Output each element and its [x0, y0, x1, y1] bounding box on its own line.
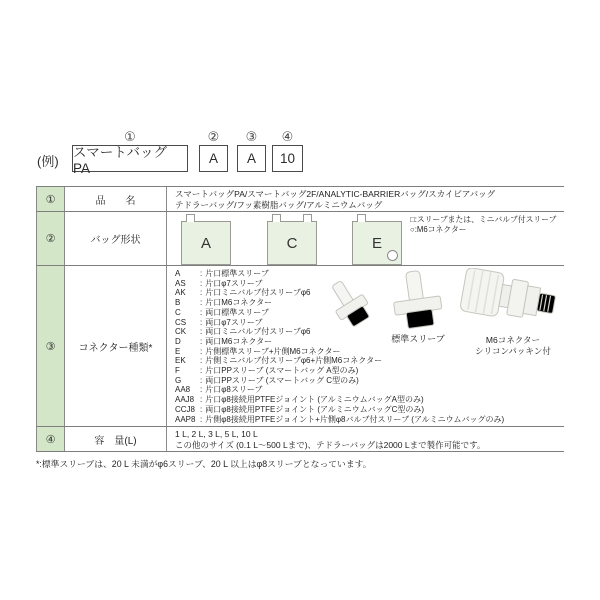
- list-item: B : 片口M6コネクター: [175, 298, 273, 308]
- list-item: AA8 : 片口φ8スリーブ: [175, 385, 263, 395]
- list-item: D : 両口M6コネクター: [175, 336, 273, 346]
- product-name-line1: スマートバッグPA/スマートバッグ2F/ANALYTIC-BARRIERバッグ/スカイビアバッグ: [175, 189, 496, 199]
- table-row-capacity: [36, 427, 564, 452]
- bag-a-letter: A: [200, 234, 211, 252]
- capacity-line1: 1 L, 2 L, 3 L, 5 L, 10 L: [175, 429, 258, 439]
- bag-shape-a-icon: [181, 221, 231, 265]
- m6-connector-photo: [459, 268, 561, 334]
- row3-number-cell: ③: [36, 266, 65, 426]
- list-item: CS : 両口φ7スリーブ: [175, 317, 263, 327]
- product-name-line2: テドラーバッグ/フッ素樹脂バッグ/アルミニウムバッグ: [175, 200, 383, 210]
- example-circle-1: ①: [124, 129, 136, 144]
- bag-shape-c-icon: [267, 221, 317, 265]
- spec-table: [36, 186, 564, 452]
- m6-connector-label: [453, 335, 564, 356]
- list-item: C : 両口標準スリーブ: [175, 307, 269, 317]
- m6-connector-label-line1: M6コネクター: [485, 335, 541, 345]
- sleeve-tab-icon: [357, 214, 366, 222]
- bag-shape-e-icon: [352, 221, 402, 265]
- example-box-connector-code: [237, 145, 266, 172]
- list-item: G : 両口PPスリーブ (スマートバッグ C型のみ): [175, 375, 359, 385]
- row4-number-cell: ④: [36, 427, 65, 451]
- example-circle-2: ②: [207, 129, 220, 144]
- bag-c-letter: C: [286, 234, 298, 252]
- standard-sleeve-small-photo: [325, 276, 377, 336]
- row3-content-cell: [167, 266, 564, 426]
- list-item: AAP8 : 片側φ8接続用PTFEジョイント+片側φ8バルブ付スリーブ (アルミニウムバッグのみ): [175, 414, 505, 424]
- example-box-connector-code-text: A: [246, 151, 256, 166]
- example-prefix: (例): [37, 154, 59, 169]
- row2-label-cell: バッグ形状: [65, 212, 167, 265]
- row1-label-cell: 品 名: [65, 187, 167, 211]
- list-item: AAJ8 : 片口φ8接続用PTFEジョイント (アルミニウムバッグA型のみ): [175, 395, 424, 405]
- standard-sleeve-large-photo: [377, 268, 459, 340]
- m6-connector-label-line2: シリコンパッキン付: [475, 345, 551, 356]
- list-item: F : 片口PPスリーブ (スマートバッグ A型のみ): [175, 366, 359, 376]
- example-circle-3: ③: [245, 129, 258, 144]
- list-item: EK : 片側ミニバルブ付スリーブφ6+片側M6コネクター: [175, 356, 383, 366]
- bag-shape-legend: [410, 215, 556, 235]
- example-box-shape-code-text: A: [208, 151, 218, 166]
- list-item: CK : 両口ミニバルブ付スリーブφ6: [175, 327, 311, 337]
- row4-content-cell: [167, 427, 564, 451]
- row3-label-cell: コネクター種類*: [65, 266, 167, 426]
- footnote: *:標準スリーブは、20 L 未満がφ6スリーブ、20 L 以上はφ8スリーブとなっています。: [36, 459, 372, 469]
- list-item: AS : 片口φ7スリーブ: [175, 278, 263, 288]
- row1-number-cell: ①: [36, 187, 65, 211]
- table-row-bag-shape: [36, 212, 564, 266]
- sleeve-tab-icon: [186, 214, 195, 222]
- bag-e-letter: E: [371, 234, 382, 252]
- example-box-product-name: [72, 145, 188, 176]
- m6-connector-circle-icon: [387, 250, 398, 261]
- example-box-product-name-text: スマートバッグ PA: [73, 145, 167, 176]
- legend-sleeve: □:スリーブまたは、ミニバルブ付スリーブ: [410, 215, 557, 224]
- example-circle-4: ④: [281, 129, 294, 144]
- sleeve-tab-icon: [272, 214, 281, 222]
- list-item: E : 片側標準スリーブ+片側M6コネクター: [175, 346, 341, 356]
- table-row-product-name: [36, 187, 564, 212]
- row2-number-cell: ②: [36, 212, 65, 265]
- legend-m6: ○:M6コネクター: [410, 225, 467, 234]
- list-item: AK : 片口ミニバルブ付スリーブφ6: [175, 288, 311, 298]
- table-row-connector-type: [36, 266, 564, 427]
- sleeve-tab-icon: [303, 214, 312, 222]
- standard-sleeve-label: 標準スリーブ: [391, 334, 445, 344]
- example-box-capacity-code-text: 10: [279, 151, 296, 166]
- row2-content-cell: [167, 212, 564, 265]
- example-box-shape-code: [199, 145, 228, 172]
- list-item: CCJ8 : 両口φ8接続用PTFEジョイント (アルミニウムバッグC型のみ): [175, 404, 425, 414]
- list-item: A : 片口標準スリーブ: [175, 269, 269, 278]
- example-box-capacity-code: [272, 145, 303, 172]
- row4-label-cell: 容 量(L): [65, 427, 167, 451]
- capacity-line2: この他のサイズ (0.1 L～500 Lまで)、テドラーバッグは2000 Lまで製作可能です。: [175, 440, 486, 450]
- row1-content-cell: [167, 187, 564, 211]
